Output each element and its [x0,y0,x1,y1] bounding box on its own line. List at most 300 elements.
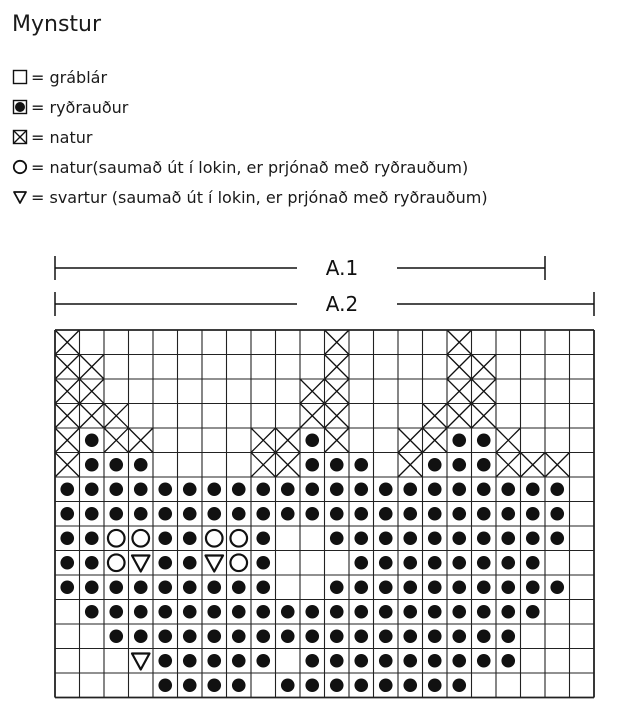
legend-label: = svartur (saumað út í lokin, er prjónað með ryðrauðum) [31,187,488,207]
dot-mark [354,678,368,692]
chart-cell-rydraudur [207,580,221,594]
chart-cell-circle [230,554,247,571]
chart-cell-rydraudur [134,507,148,521]
dot-mark [428,507,442,521]
chart-cell-rydraudur [232,580,246,594]
dot-mark [85,580,99,594]
chart-cell-rydraudur [183,580,197,594]
chart-cell-rydraudur [477,458,491,472]
dot-mark [134,482,148,496]
chart-cell-rydraudur [158,654,172,668]
dot-mark [452,531,466,545]
chart-cell-rydraudur [379,580,393,594]
chart-cell-rydraudur [403,605,417,619]
dot-mark [379,482,393,496]
dot-mark [526,580,540,594]
chart-cell-rydraudur [85,458,99,472]
dot-mark [428,482,442,496]
chart-cell-rydraudur [60,507,74,521]
dot-mark [256,482,270,496]
dot-mark [183,678,197,692]
dot-mark [452,580,466,594]
chart-cell-rydraudur [550,482,564,496]
chart-cell-natur [251,428,276,453]
chart-cell-natur [276,428,301,453]
chart-cell-natur [472,379,497,404]
chart-cell-natur [496,428,521,453]
chart-cell-rydraudur [354,678,368,692]
chart-cell-rydraudur [354,654,368,668]
chart-cell-rydraudur [109,580,123,594]
chart-cell-rydraudur [501,654,515,668]
chart-cell-rydraudur [232,654,246,668]
dot-mark [428,654,442,668]
chart-cell-rydraudur [305,458,319,472]
chart-cell-circle [108,530,125,547]
a1-label: A.1 [325,256,359,280]
dot-mark [134,629,148,643]
dot-mark [183,556,197,570]
chart-cell-rydraudur [403,507,417,521]
chart-cell-rydraudur [256,556,270,570]
dot-mark [354,556,368,570]
chart-cell-rydraudur [85,556,99,570]
circle-mark [230,554,247,571]
chart-cell-rydraudur [207,654,221,668]
legend-label: = natur(saumað út í lokin, er prjónað með ryðrauðum) [31,157,469,177]
chart-cell-rydraudur [158,482,172,496]
chart-cell-rydraudur [281,482,295,496]
dot-mark [403,580,417,594]
dot-mark [183,605,197,619]
chart-cell-rydraudur [109,482,123,496]
chart-cell-rydraudur [477,433,491,447]
dot-mark [428,629,442,643]
chart-cell-rydraudur [403,556,417,570]
chart-cell-rydraudur [330,507,344,521]
chart-cell-rydraudur [305,678,319,692]
chart-cell-circle [108,554,125,571]
dot-mark [428,580,442,594]
chart-cell-rydraudur [428,629,442,643]
chart-cell-rydraudur [183,654,197,668]
dot-mark [379,678,393,692]
dot-mark [452,605,466,619]
dot-mark [501,580,515,594]
dot-mark [501,654,515,668]
dot-mark [232,654,246,668]
dot-mark [354,605,368,619]
chart-cell-rydraudur [256,507,270,521]
chart-cell-rydraudur [330,605,344,619]
chart-cell-rydraudur [403,531,417,545]
dot-mark [379,531,393,545]
dot-mark [134,507,148,521]
dot-mark [85,507,99,521]
dot-mark [403,654,417,668]
chart-cell-rydraudur [477,654,491,668]
dot-mark [60,580,74,594]
dot-mark [183,654,197,668]
chart-cell-rydraudur [330,678,344,692]
chart-cell-circle [230,530,247,547]
chart-cell-rydraudur [403,678,417,692]
dot-mark [109,629,123,643]
dot-mark [379,654,393,668]
chart-cell-natur [325,330,350,355]
chart-cell-rydraudur [60,482,74,496]
triangle-mark [206,556,224,572]
chart-cell-natur [80,404,105,429]
dot-mark [305,507,319,521]
chart-cell-rydraudur [305,605,319,619]
chart-cell-rydraudur [403,629,417,643]
dot-mark [526,556,540,570]
chart-cell-rydraudur [379,678,393,692]
dot-mark [477,482,491,496]
dot-mark [477,605,491,619]
dot-mark [354,458,368,472]
chart-cell-rydraudur [158,678,172,692]
dot-mark [428,678,442,692]
chart-cell-rydraudur [526,482,540,496]
chart-cell-rydraudur [207,629,221,643]
chart-cell-rydraudur [232,507,246,521]
dot-mark [232,482,246,496]
chart-cell-rydraudur [477,531,491,545]
chart-cell-natur [325,355,350,380]
chart-cell-rydraudur [428,605,442,619]
chart-cell-rydraudur [452,531,466,545]
chart-cell-natur [80,379,105,404]
chart-cell-rydraudur [354,629,368,643]
chart-cell-rydraudur [403,482,417,496]
chart-cell-rydraudur [501,605,515,619]
chart-cell-natur [447,355,472,380]
dot-mark [207,482,221,496]
dot-mark [330,482,344,496]
chart-cell-natur [251,453,276,478]
chart-cell-triangle [132,556,150,572]
dot-mark [60,507,74,521]
dot-mark [183,507,197,521]
dot-mark [183,629,197,643]
chart-cell-rydraudur [403,654,417,668]
chart-cell-rydraudur [256,531,270,545]
chart-cell-rydraudur [526,605,540,619]
chart-cell-rydraudur [256,629,270,643]
dot-mark [330,678,344,692]
chart-cell-rydraudur [379,482,393,496]
dot-mark [501,556,515,570]
chart-cells [55,330,570,692]
dot-mark [330,531,344,545]
chart-cell-rydraudur [305,654,319,668]
dot-mark [330,605,344,619]
chart-cell-rydraudur [134,629,148,643]
dot-mark [256,654,270,668]
chart-cell-natur [398,453,423,478]
dimension-lines [55,256,594,316]
chart-cell-rydraudur [452,556,466,570]
chart-cell-rydraudur [183,482,197,496]
chart-cell-rydraudur [501,580,515,594]
chart-cell-circle [132,530,149,547]
dot-mark [305,678,319,692]
chart-cell-rydraudur [330,482,344,496]
dot-mark [232,605,246,619]
dot-mark [134,458,148,472]
chart-cell-rydraudur [158,507,172,521]
chart-cell-natur [447,330,472,355]
dot-mark [256,531,270,545]
dot-mark [207,629,221,643]
chart-cell-rydraudur [354,556,368,570]
chart-cell-rydraudur [109,458,123,472]
chart-cell-natur [80,355,105,380]
chart-cell-natur [55,428,80,453]
chart-cell-rydraudur [452,678,466,692]
dot-mark [379,580,393,594]
dot-mark [85,482,99,496]
chart-cell-rydraudur [183,678,197,692]
chart-cell-rydraudur [232,482,246,496]
dot-mark [305,629,319,643]
chart-cell-triangle [206,556,224,572]
dot-mark [403,507,417,521]
dot-mark [501,605,515,619]
dot-mark [305,654,319,668]
dot-mark [452,654,466,668]
chart-cell-rydraudur [281,605,295,619]
chart-cell-rydraudur [158,605,172,619]
dot-mark [379,507,393,521]
chart-cell-rydraudur [354,580,368,594]
dot-mark [109,605,123,619]
dot-mark [60,482,74,496]
chart-cell-rydraudur [526,556,540,570]
dot-mark [477,556,491,570]
chart-cell-rydraudur [428,531,442,545]
chart-cell-rydraudur [501,556,515,570]
dot-mark [183,531,197,545]
circle-mark [132,530,149,547]
dot-mark [207,580,221,594]
legend-label: = gráblár [31,67,108,87]
chart-cell-natur [398,428,423,453]
dot-mark [281,605,295,619]
dot-mark [354,654,368,668]
chart-cell-rydraudur [330,580,344,594]
chart-cell-natur [325,428,350,453]
dot-mark [281,507,295,521]
dot-mark [60,556,74,570]
chart-cell-rydraudur [207,482,221,496]
page-title: Mynstur [12,12,102,37]
dot-mark [526,482,540,496]
chart-cell-natur [55,330,80,355]
chart-cell-rydraudur [207,507,221,521]
chart-cell-natur [447,379,472,404]
dot-mark [428,605,442,619]
chart-cell-natur [55,355,80,380]
chart-cell-natur [104,428,129,453]
chart-cell-rydraudur [183,531,197,545]
chart-cell-natur [472,355,497,380]
chart-cell-rydraudur [183,629,197,643]
chart-cell-rydraudur [60,531,74,545]
dot-mark [330,654,344,668]
dot-mark [330,580,344,594]
chart-cell-natur [129,428,154,453]
chart-cell-rydraudur [477,556,491,570]
dot-mark [305,482,319,496]
chart-cell-rydraudur [134,605,148,619]
dot-mark [403,629,417,643]
chart-cell-rydraudur [305,433,319,447]
chart-cell-rydraudur [183,605,197,619]
chart-cell-rydraudur [428,678,442,692]
chart-cell-rydraudur [183,556,197,570]
dot-mark [403,482,417,496]
dot-mark [452,482,466,496]
chart-cell-rydraudur [158,556,172,570]
chart-cell-rydraudur [256,580,270,594]
chart-cell-rydraudur [501,482,515,496]
dot-mark [550,580,564,594]
dot-mark [354,482,368,496]
circle-mark [230,530,247,547]
dot-mark [183,580,197,594]
chart-cell-natur [447,404,472,429]
dot-mark [501,482,515,496]
dot-mark [403,678,417,692]
dot-mark [379,629,393,643]
dot-mark [232,678,246,692]
chart-cell-rydraudur [232,629,246,643]
chart-cell-natur [55,404,80,429]
chart-cell-rydraudur [281,507,295,521]
dot-mark [158,531,172,545]
chart-cell-rydraudur [379,507,393,521]
chart-cell-rydraudur [354,507,368,521]
chart-cell-rydraudur [183,507,197,521]
dot-mark [232,629,246,643]
chart-cell-rydraudur [403,580,417,594]
dot-mark [428,458,442,472]
chart-cell-triangle [132,654,150,670]
chart-cell-rydraudur [379,556,393,570]
dot-mark [526,531,540,545]
chart-cell-rydraudur [452,629,466,643]
dot-mark [428,556,442,570]
dot-mark [330,458,344,472]
chart-cell-rydraudur [477,580,491,594]
triangle-mark [132,654,150,670]
dot-mark [85,556,99,570]
chart-cell-rydraudur [550,531,564,545]
dot-mark [60,531,74,545]
dot-mark [501,507,515,521]
chart-cell-natur [104,404,129,429]
dot-mark [232,507,246,521]
chart-cell-rydraudur [452,654,466,668]
dot-mark [477,458,491,472]
dot-mark [256,605,270,619]
chart-cell-natur [496,453,521,478]
chart-cell-rydraudur [379,605,393,619]
chart-cell-rydraudur [428,654,442,668]
circle-mark [108,554,125,571]
dot-mark [256,580,270,594]
chart-cell-rydraudur [354,458,368,472]
chart-cell-rydraudur [158,629,172,643]
chart-cell-rydraudur [305,507,319,521]
dot-mark [452,433,466,447]
chart-cell-rydraudur [85,433,99,447]
chart-cell-rydraudur [109,507,123,521]
chart-cell-rydraudur [526,531,540,545]
dot-mark [428,531,442,545]
legend-label: = ryðrauður [31,97,129,117]
dot-mark [452,507,466,521]
dot-mark [452,458,466,472]
dot-mark [207,507,221,521]
chart-cell-rydraudur [379,654,393,668]
chart-cell-rydraudur [477,507,491,521]
chart-cell-rydraudur [330,531,344,545]
chart-cell-rydraudur [477,482,491,496]
chart-cell-rydraudur [526,580,540,594]
dot-mark [134,605,148,619]
chart-cell-rydraudur [354,531,368,545]
dot-mark [85,605,99,619]
a2-label: A.2 [325,292,359,316]
dot-mark [452,629,466,643]
chart-cell-rydraudur [428,556,442,570]
dot-mark [501,629,515,643]
dot-mark [354,507,368,521]
chart-cell-rydraudur [428,580,442,594]
dot-mark [403,605,417,619]
chart-cell-natur [276,453,301,478]
chart-cell-rydraudur [305,482,319,496]
chart-cell-rydraudur [158,580,172,594]
chart-cell-rydraudur [85,531,99,545]
dot-mark [330,507,344,521]
dot-mark [134,580,148,594]
dot-mark [109,507,123,521]
chart-cell-rydraudur [109,629,123,643]
chart-cell-rydraudur [85,482,99,496]
triangle-mark [132,556,150,572]
dot-mark [501,531,515,545]
chart-cell-rydraudur [379,629,393,643]
dot-mark [183,482,197,496]
chart-cell-natur [423,428,448,453]
dot-mark [207,654,221,668]
dot-mark [477,531,491,545]
chart-cell-rydraudur [428,482,442,496]
chart-cell-rydraudur [256,654,270,668]
circle-mark [206,530,223,547]
chart-cell-rydraudur [60,556,74,570]
chart-cell-rydraudur [60,580,74,594]
dot-mark [158,678,172,692]
dot-mark [305,433,319,447]
dot-mark [281,629,295,643]
chart-cell-rydraudur [354,482,368,496]
